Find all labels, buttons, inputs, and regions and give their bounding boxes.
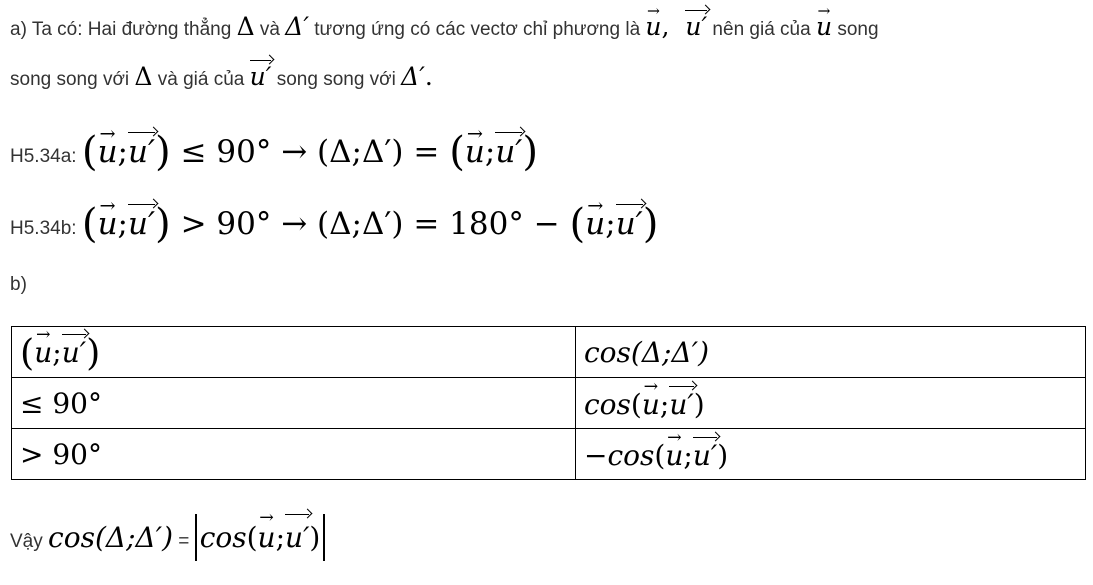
vector-u-prime: u′ <box>127 133 155 170</box>
table-row <box>12 429 1086 480</box>
conclusion-line <box>10 514 325 561</box>
text-segment: song song với <box>10 69 135 90</box>
delta-symbol: Δ <box>236 12 255 41</box>
part-a-line-1: a) Ta có: Hai đường thẳng Δ và Δ′ tương ứng có các vectơ chỉ phương là → u, u′ nên giá của → u song <box>10 10 879 41</box>
delta-prime-symbol: Δ′ <box>285 12 309 41</box>
formula-comparison: > 90° → (Δ;Δ′) = 180° − <box>170 205 570 242</box>
table-cell <box>12 378 576 429</box>
cos-text: cos <box>199 521 247 554</box>
cos-text: cos <box>607 438 655 472</box>
formula-h534b: H5.34b: (→ u;u′) > 90° → (Δ;Δ′) = 180° − (→ u;u′) <box>10 200 658 247</box>
text-segment: và giá của <box>152 69 250 90</box>
vector-u-prime: u′ <box>495 133 523 170</box>
formula-label: H5.34b: <box>10 217 82 239</box>
conclusion-label: Vậy <box>10 531 49 552</box>
equals-sign: = <box>173 531 195 552</box>
cos-text: cos <box>584 387 631 421</box>
delta-prime-symbol: Δ′ <box>401 62 425 91</box>
vector-u-prime: u′ <box>127 205 155 242</box>
absolute-value: cos(→ u;u′) <box>195 514 326 561</box>
vector-u-prime: u′ <box>685 12 708 41</box>
vector-u: → u <box>816 12 832 41</box>
formula-h534a: H5.34a: (→ u;u′) ≤ 90° → (Δ;Δ′) = (→ u;u′) <box>10 128 538 175</box>
cell-text: > 90° <box>20 437 102 471</box>
vector-u: → u <box>665 439 683 472</box>
table-row <box>12 378 1086 429</box>
text-segment: tương ứng có các vectơ chỉ phương là <box>309 19 646 40</box>
table-cell <box>12 429 576 480</box>
table-cell: −cos(→ u;u′) <box>576 429 1086 480</box>
cell-text: cos(Δ;Δ′) <box>584 335 709 369</box>
text-segment: song song với <box>271 69 402 90</box>
cell-text: ≤ 90° <box>20 386 102 420</box>
formula-label: H5.34a: <box>10 145 82 167</box>
vector-u-prime: u′ <box>692 438 718 472</box>
text-segment: nên giá của <box>707 19 816 40</box>
angle-cosine-table <box>11 326 1086 480</box>
part-b-label: b) <box>10 274 27 295</box>
vector-u: → u <box>585 206 605 242</box>
text-segment: và <box>254 19 286 40</box>
delta-symbol: Δ <box>134 62 153 91</box>
conclusion-lhs: cos(Δ;Δ′) <box>48 521 174 554</box>
vector-u: → u <box>258 516 276 561</box>
vector-u: → u <box>645 12 661 41</box>
vector-u-prime: u′ <box>669 387 694 421</box>
table-cell <box>576 327 1086 378</box>
table-cell: (→ u;u′) <box>12 327 576 378</box>
vector-u: → u <box>98 134 118 170</box>
vector-u-prime: u′ <box>285 514 309 561</box>
vector-u: → u <box>98 206 118 242</box>
text-segment: song <box>832 19 879 40</box>
part-a-line-2: song song với Δ và giá của u′ song song với Δ′. <box>10 62 433 91</box>
text-segment: a) Ta có: Hai đường thẳng <box>10 19 237 40</box>
vector-u-prime: u′ <box>61 335 87 369</box>
vector-u: → u <box>34 336 52 369</box>
table-cell: cos(→ u;u′) <box>576 378 1086 429</box>
vector-u-prime: u′ <box>249 62 272 91</box>
vector-u: → u <box>465 134 485 170</box>
table-row <box>12 327 1086 378</box>
formula-comparison: ≤ 90° → (Δ;Δ′) = <box>170 133 450 170</box>
vector-u-prime: u′ <box>615 205 643 242</box>
vector-u: → u <box>642 388 660 421</box>
